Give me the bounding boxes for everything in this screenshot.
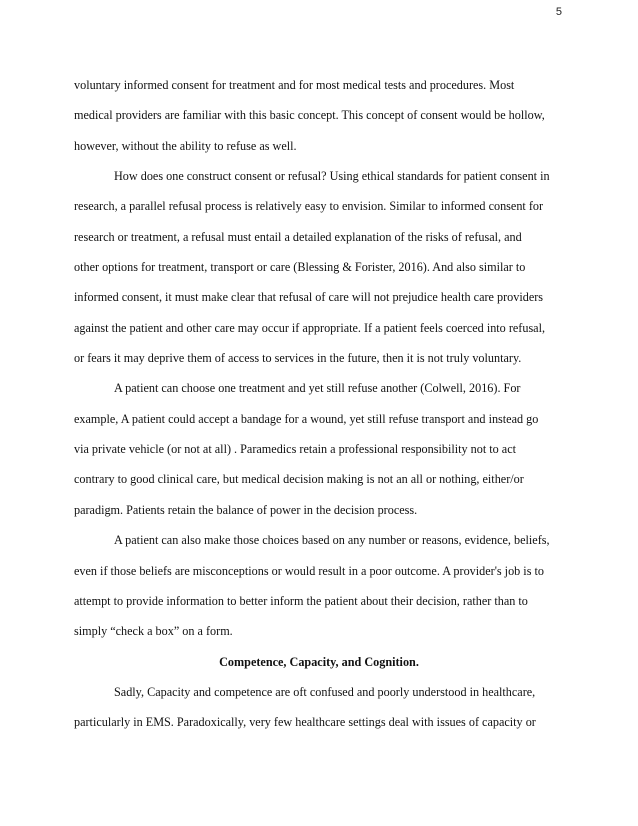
text-line: research, a parallel refusal process is relatively easy to envision. Similar to informed consent for xyxy=(74,199,544,214)
text-line: Sadly, Capacity and competence are oft confused and poorly understood in healthcare, xyxy=(114,684,536,699)
text-line: contrary to good clinical care, but medical decision making is not an all or nothing, either/or xyxy=(74,472,524,487)
document-body xyxy=(74,70,564,738)
text-line: How does one construct consent or refusal? Using ethical standards for patient consent in xyxy=(114,169,550,184)
text-line: example, A patient could accept a bandage for a wound, yet still refuse transport and instead go xyxy=(74,411,539,426)
page-number: 5 xyxy=(555,6,562,18)
text-line: voluntary informed consent for treatment and for most medical tests and procedures. Most xyxy=(74,78,515,92)
text-line: informed consent, it must make clear that refusal of care will not prejudice health care providers xyxy=(74,290,544,305)
text-line: paradigm. Patients retain the balance of power in the decision process. xyxy=(74,502,418,517)
section-heading: Competence, Capacity, and Cognition. xyxy=(219,654,419,669)
text-line: medical providers are familiar with this basic concept. This concept of consent would be hollow, xyxy=(74,108,545,123)
text-line: other options for treatment, transport or care (Blessing & Forister, 2016). And also similar to xyxy=(74,260,526,275)
text-line: research or treatment, a refusal must entail a detailed explanation of the risks of refusal, and xyxy=(74,229,522,244)
text-line: particularly in EMS. Paradoxically, very few healthcare settings deal with issues of capacity or xyxy=(74,715,536,730)
text-line: or fears it may deprive them of access to services in the future, then it is not truly voluntary. xyxy=(74,351,522,366)
text-line: against the patient and other care may occur if appropriate. If a patient feels coerced into refusal, xyxy=(74,320,546,335)
text-line: via private vehicle (or not at all) . Paramedics retain a professional responsibility not to act xyxy=(74,442,516,457)
text-line: however, without the ability to refuse as well. xyxy=(74,138,297,153)
text-line: even if those beliefs are misconceptions or would result in a poor outcome. A provider's job is to xyxy=(74,563,544,578)
text-line: A patient can also make those choices based on any number or reasons, evidence, beliefs, xyxy=(114,533,550,548)
text-line: A patient can choose one treatment and yet still refuse another (Colwell, 2016). For xyxy=(114,381,521,396)
text-line: simply “check a box” on a form. xyxy=(74,624,233,639)
text-line: attempt to provide information to better inform the patient about their decision, rather than to xyxy=(74,593,528,608)
